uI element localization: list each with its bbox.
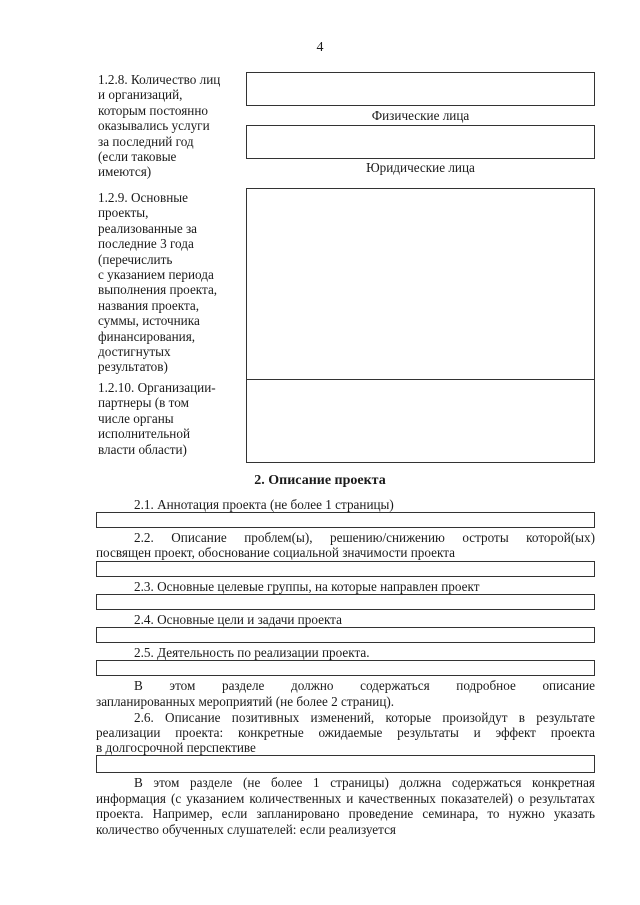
target-groups-label: 2.3. Основные целевые группы, на которые направлен проект (134, 579, 480, 594)
positive-changes-field[interactable] (96, 755, 595, 773)
results-instructions-paragraph: В этом разделе (не более 1 страницы) должна содержаться конкретная информация (с указанием количественных и качественных показателей) о результатах проекта. Например, если запланировано проведение семинара, то нужно указать количество обученных слушателей: если реализуется (96, 775, 595, 837)
activities-label: 2.5. Деятельность по реализации проекта. (134, 645, 370, 660)
problem-description-label-line2: посвящен проект, обоснование социальной значимости проекта (96, 545, 455, 560)
individuals-caption: Физические лица (371, 108, 470, 123)
individuals-count-field[interactable] (246, 72, 595, 106)
activities-note-line1: В этом разделе должно содержаться подробное описание (134, 678, 595, 693)
annotation-label: 2.1. Аннотация проекта (не более 1 страницы) (134, 497, 394, 512)
page-number: 4 (316, 40, 324, 55)
legal-entities-count-field[interactable] (246, 125, 595, 159)
section-2-heading: 2. Описание проекта (254, 473, 386, 488)
problem-description-label-line1: 2.2. Описание проблем(ы), решению/снижению остроты которой(ых) (134, 530, 595, 545)
item-1-2-9-label: 1.2.9. Основные проекты, реализованные за последние 3 года (перечислить с указанием периода выполнения проекта, названия проекта, суммы, источника финансирования, достигнутых результатов) (98, 190, 218, 375)
item-1-2-10-label: 1.2.10. Организации- партнеры (в том числе органы исполнительной власти области) (98, 380, 216, 457)
goals-tasks-field[interactable] (96, 627, 595, 643)
annotation-field[interactable] (96, 512, 595, 528)
item-1-2-8-label: 1.2.8. Количество лиц и организаций, которым постоянно оказывались услуги за последний год (если таковые имеются) (98, 72, 221, 180)
activities-note-line2: запланированных мероприятий (не более 2 страниц). (96, 694, 395, 709)
activities-field[interactable] (96, 660, 595, 676)
legal-entities-caption: Юридические лица (366, 160, 475, 175)
main-projects-field[interactable] (246, 188, 595, 380)
problem-description-field[interactable] (96, 561, 595, 577)
positive-changes-label-line1: 2.6. Описание позитивных изменений, которые произойдут в результате (134, 710, 595, 725)
positive-changes-label-line2: реализации проекта: конкретные ожидаемые результаты и эффект проекта (96, 725, 595, 740)
partner-organizations-field[interactable] (246, 379, 595, 463)
target-groups-field[interactable] (96, 594, 595, 610)
positive-changes-label-line3: в долгосрочной перспективе (96, 740, 256, 755)
goals-tasks-label: 2.4. Основные цели и задачи проекта (134, 612, 342, 627)
